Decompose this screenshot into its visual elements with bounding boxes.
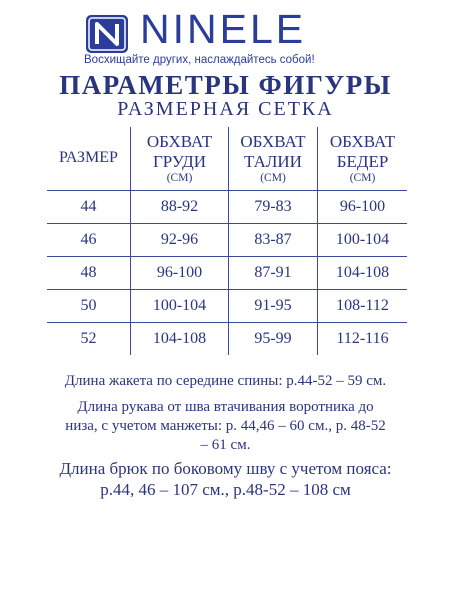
note-line: р.44, 46 – 107 см., р.48-52 – 108 см xyxy=(100,480,351,499)
brand-tagline: Восхищайте других, наслаждайтесь собой! xyxy=(84,54,315,66)
cell-size: 52 xyxy=(47,322,131,355)
header-unit: (СМ) xyxy=(260,171,286,184)
cell-chest: 100-104 xyxy=(131,289,229,322)
cell-size: 46 xyxy=(47,223,131,256)
header-label: ТАЛИИ xyxy=(244,151,302,171)
header-unit: (СМ) xyxy=(166,171,193,184)
size-table xyxy=(47,127,407,355)
table-row xyxy=(47,322,407,355)
cell-waist: 87-91 xyxy=(229,256,318,289)
header-unit: (СМ) xyxy=(349,171,376,184)
cell-waist: 83-87 xyxy=(229,223,318,256)
header-label: РАЗМЕР xyxy=(59,149,118,167)
header-label: ОБХВАТ xyxy=(146,131,213,151)
cell-chest: 88-92 xyxy=(131,190,229,223)
table-row xyxy=(47,289,407,322)
cell-hips: 96-100 xyxy=(318,190,408,223)
table-row xyxy=(47,223,407,256)
header-label: ГРУДИ xyxy=(152,151,207,171)
cell-hips: 100-104 xyxy=(318,223,408,256)
note-line: низа, с учетом манжеты: р. 44,46 – 60 см., р. 48-52 xyxy=(65,418,386,434)
header-hips xyxy=(318,127,408,190)
brand-name: NINELE xyxy=(140,6,307,52)
table-row xyxy=(47,190,407,223)
brand-header xyxy=(0,0,451,70)
header-label: ОБХВАТ xyxy=(240,131,306,151)
cell-size: 44 xyxy=(47,190,131,223)
cell-chest: 92-96 xyxy=(131,223,229,256)
ninele-logo-icon xyxy=(85,14,129,54)
table-header-row xyxy=(47,127,407,190)
cell-hips: 104-108 xyxy=(318,256,408,289)
cell-size: 48 xyxy=(47,256,131,289)
header-label: ОБХВАТ xyxy=(329,131,396,151)
header-waist xyxy=(229,127,318,190)
cell-hips: 112-116 xyxy=(318,322,408,355)
table-row xyxy=(47,256,407,289)
note-line: Длина рукава от шва втачивания воротника до xyxy=(77,399,374,415)
cell-hips: 108-112 xyxy=(318,289,408,322)
cell-chest: 104-108 xyxy=(131,322,229,355)
note-line: Длина жакета по середине спины: р.44-52 – 59 см. xyxy=(64,373,387,389)
jacket-length-note xyxy=(0,372,451,391)
header-label: БЕДЕР xyxy=(336,151,389,171)
cell-size: 50 xyxy=(47,289,131,322)
header-size xyxy=(47,127,131,190)
cell-waist: 91-95 xyxy=(229,289,318,322)
cell-waist: 95-99 xyxy=(229,322,318,355)
cell-waist: 79-83 xyxy=(229,190,318,223)
page-subtitle: РАЗМЕРНАЯ СЕТКА xyxy=(117,98,334,120)
trousers-length-note xyxy=(0,458,451,500)
page-title: ПАРАМЕТРЫ ФИГУРЫ xyxy=(59,70,392,100)
sleeve-length-note xyxy=(0,398,451,455)
cell-chest: 96-100 xyxy=(131,256,229,289)
header-chest xyxy=(131,127,229,190)
note-line: Длина брюк по боковому шву с учетом пояса: xyxy=(59,459,392,478)
note-line: – 61 см. xyxy=(200,437,251,453)
